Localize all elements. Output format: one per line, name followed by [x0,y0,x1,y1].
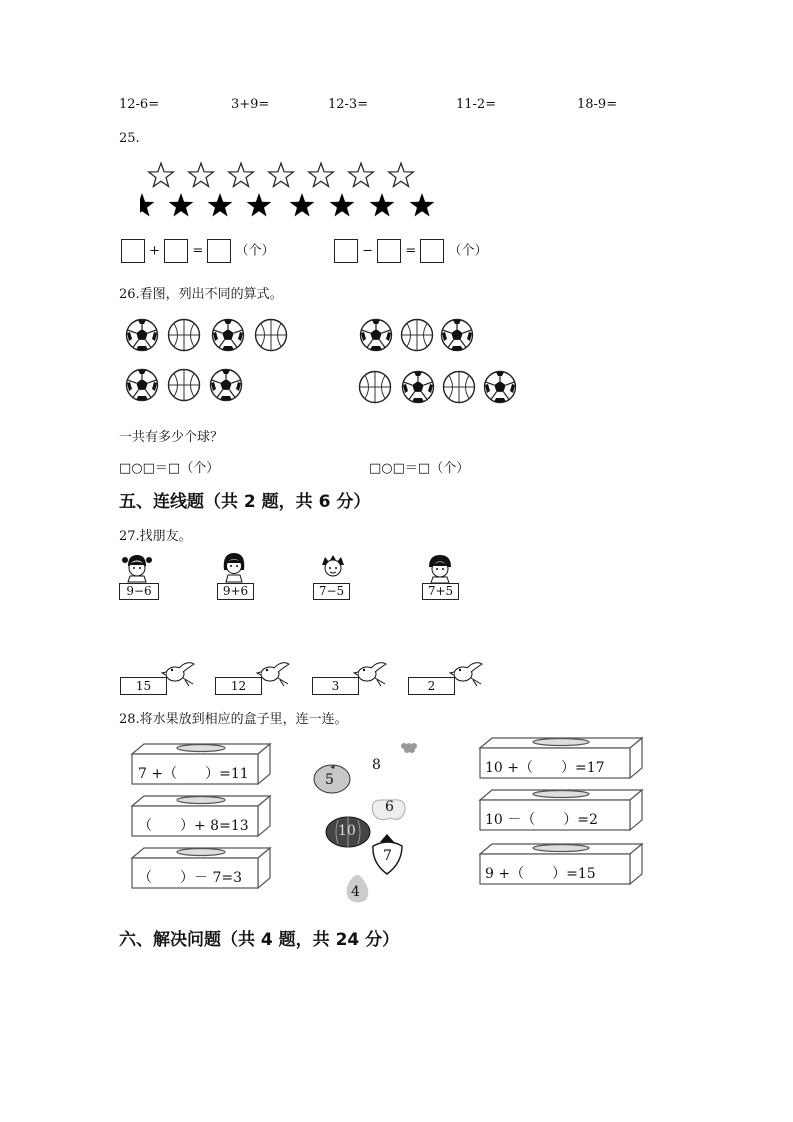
unit-label: （个） [235,243,275,259]
equation: 3+9= [231,97,270,112]
kid-card[interactable]: 9+6 [217,583,254,600]
white-star-icon [149,163,174,187]
soccer-ball-icon [213,320,244,351]
black-star-icon [169,193,194,217]
fruit-number[interactable]: 4 [351,884,360,900]
number-card[interactable]: 2 [408,677,455,695]
black-star-icon [290,193,315,217]
basketball-icon [169,320,200,351]
soccer-ball-icon [127,370,158,401]
black-star-icon [330,193,355,217]
kid-card[interactable]: 9−6 [119,583,159,600]
fruit-group [310,738,430,908]
answer-box[interactable] [164,239,188,263]
q26-label: 26.看图，列出不同的算式。 [119,287,283,302]
white-star-icon [349,163,374,187]
girl-icon [217,550,251,584]
fruit-number[interactable]: 8 [372,757,381,773]
equation: 12-6= [119,97,160,112]
fruit-box-equation[interactable]: 9 +（ ）=15 [485,866,596,882]
equation: 11-2= [456,97,497,112]
equation: 12-3= [328,97,369,112]
soccer-ball-icon [127,320,158,351]
answer-box[interactable] [207,239,231,263]
fruit-box-equation[interactable]: 7 +（ ）=11 [138,766,249,782]
equals-sign: = [405,243,417,259]
q25-addition [121,239,275,263]
section-five-title: 五、连线题（共 2 题，共 6 分） [119,492,371,512]
kid-card[interactable]: 7+5 [422,583,459,600]
q28-label: 28.将水果放到相应的盒子里，连一连。 [119,712,348,727]
fruit-number[interactable]: 6 [385,799,394,815]
soccer-ball-icon [485,372,516,403]
q26-formula: □○□＝□（个） [369,461,470,476]
q26-question: 一共有多少个球？ [119,430,224,445]
q25-label: 25. [119,131,140,146]
equation: 18-9= [577,97,618,112]
kid-card[interactable]: 7−5 [313,583,350,600]
basketball-icon [256,320,287,351]
black-star-icon [410,193,435,217]
ball-groups [120,312,530,412]
plus-sign: + [149,243,161,259]
basketball-icon [360,372,391,403]
number-card[interactable]: 12 [215,677,262,695]
soccer-ball-icon [403,372,434,403]
white-star-icon [189,163,214,187]
black-star-icon [247,193,272,217]
soccer-ball-icon [442,320,473,351]
fruit-box-equation[interactable]: （ ）+ 8=13 [138,818,249,834]
answer-box[interactable] [334,239,358,263]
bird-icon [353,658,389,688]
white-star-icon [269,163,294,187]
basketball-icon [444,372,475,403]
white-star-icon [229,163,254,187]
fruit-number[interactable]: 5 [325,772,334,788]
minus-sign: − [362,243,374,259]
basketball-icon [169,370,200,401]
fruit-number[interactable]: 10 [338,823,356,839]
black-star-icon [370,193,395,217]
answer-box[interactable] [121,239,145,263]
section-six-title: 六、解决问题（共 4 题，共 24 分） [119,930,400,950]
grapes-icon [401,743,417,753]
unit-label: （个） [448,243,488,259]
equals-sign: = [192,243,204,259]
soccer-ball-icon [361,320,392,351]
fruit-number[interactable]: 7 [383,848,392,864]
bird-icon [449,658,485,688]
boy-icon [316,553,350,584]
number-card[interactable]: 3 [312,677,359,695]
fruit-box-equation[interactable]: 10 －（ ）=2 [485,812,598,828]
black-star-icon [208,193,233,217]
girl-icon [120,552,154,584]
bird-icon [256,658,292,688]
boy-icon [423,552,457,584]
white-star-icon [389,163,414,187]
black-star-icon [140,193,154,217]
bird-icon [161,658,197,688]
star-rows [140,160,440,222]
q27-label: 27.找朋友。 [119,529,192,544]
white-star-icon [309,163,334,187]
answer-box[interactable] [377,239,401,263]
answer-box[interactable] [420,239,444,263]
number-card[interactable]: 15 [120,677,167,695]
q25-subtraction [334,239,488,263]
fruit-box-equation[interactable]: （ ）－ 7=3 [138,870,242,886]
q26-formula: □○□＝□（个） [119,461,220,476]
basketball-icon [402,320,433,351]
fruit-box-equation[interactable]: 10 +（ ）=17 [485,760,605,776]
soccer-ball-icon [211,370,242,401]
